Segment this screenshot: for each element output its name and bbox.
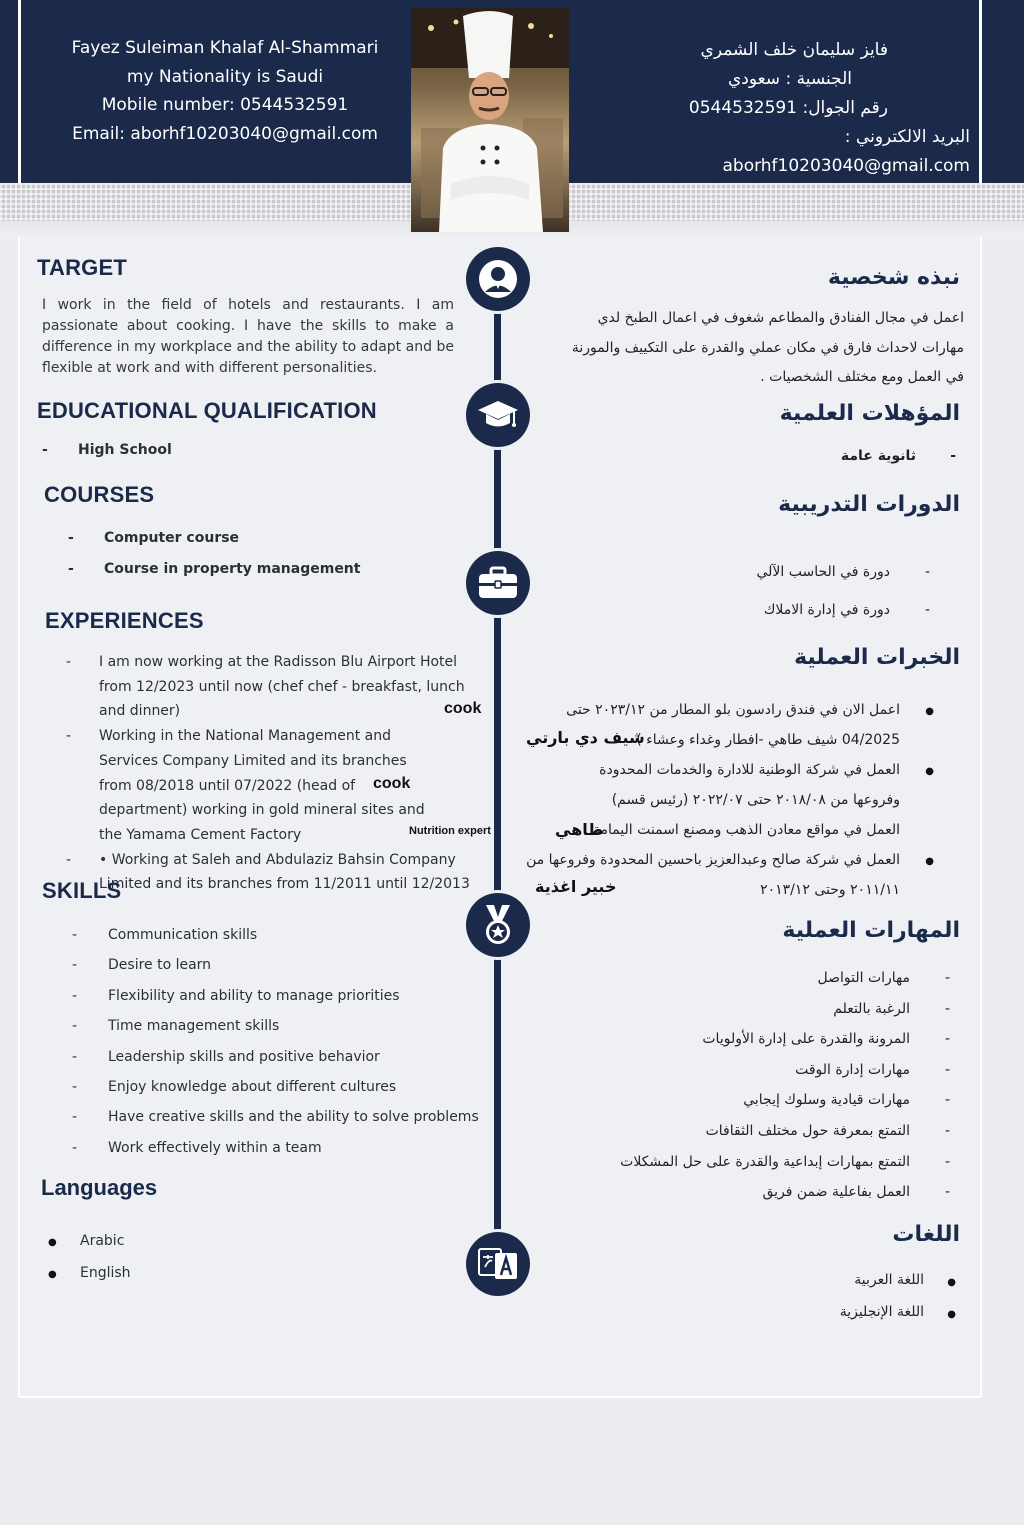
name-en: Fayez Suleiman Khalaf Al-Shammari [71, 38, 379, 58]
contact-arabic [600, 36, 970, 181]
experiences-title-en: EXPERIENCES [45, 608, 204, 633]
experience-role-tag-ar: طاهي [555, 820, 604, 839]
experience-role-tag: cook [373, 775, 411, 792]
contact-english [60, 34, 390, 148]
name-ar: فايز سليمان خلف الشمري [700, 40, 888, 60]
skill-item-en: - Flexibility and ability to manage priorities [72, 981, 479, 1011]
education-item-ar: - ثانوية عامة [756, 448, 956, 464]
skill-item-ar: - مهارات إدارة الوقت [570, 1055, 950, 1086]
skills-title-ar: المهارات العملية [782, 918, 960, 943]
email-en: Email: aborhf10203040@gmail.com [72, 123, 378, 144]
experience-item-en: - I am now working at the Radisson Blu Airport Hotel from 12/2023 until now (chef chef - breakfast, lunch and dinner) [66, 650, 496, 724]
experience-item-ar: ● اعمل الان في فندق رادسون بلو المطار من ٢٠٢٣/١٢ حتى 04/2025 شيف طاهي -افطار وغداء وعشاء ) [510, 695, 960, 755]
skill-item-en: - Leadership skills and positive behavior [72, 1042, 479, 1072]
email-ar: البريد الالكتروني : aborhf10203040@gmail.com [722, 127, 970, 176]
experience-role-tag: Nutrition expert [409, 825, 491, 837]
target-title-ar: نبذه شخصية [827, 265, 960, 290]
target-text-en: I work in the field of hotels and restaurants. I am passionate about cooking. I have the skills to make a difference in my workplace and the ability to adapt and be flexible at work and with different personalities. [42, 297, 454, 376]
nationality-ar: الجنسية : سعودي [727, 69, 852, 89]
skill-item-ar: - مهارات التواصل [570, 963, 950, 994]
experiences-list-ar [510, 695, 960, 905]
skill-item-ar: - الرغبة بالتعلم [570, 994, 950, 1025]
skill-item-ar: - التمتع بمهارات إبداعية والقدرة على حل المشكلات [570, 1147, 950, 1178]
experiences-title-ar: الخبرات العملية [794, 645, 960, 670]
experience-role-tag-ar: شيف دي بارتي [526, 728, 645, 747]
languages-list-ar [756, 1264, 956, 1328]
skills-list-ar [570, 963, 950, 1208]
courses-list-en [68, 523, 360, 585]
education-title-en: EDUCATIONAL QUALIFICATION [37, 398, 377, 423]
skill-item-ar: - مهارات قيادية وسلوك إيجابي [570, 1085, 950, 1116]
education-list-en [42, 442, 172, 458]
mobile-en: Mobile number: 0544532591 [101, 95, 349, 115]
courses-title-ar: الدورات التدريبية [778, 492, 960, 517]
language-item-ar: ● اللغة العربية [756, 1264, 956, 1296]
experience-role-tag: cook [444, 700, 482, 717]
nationality-en: my Nationality is Saudi [126, 66, 324, 87]
node-education [466, 383, 530, 447]
languages-title-ar: اللغات [892, 1222, 960, 1247]
languages-title-en: Languages [41, 1175, 158, 1200]
graduation-cap-icon [476, 398, 520, 432]
languages-list-en [42, 1225, 131, 1289]
course-item-en: - Computer course [68, 523, 360, 554]
skill-item-en: - Work effectively within a team [72, 1133, 479, 1163]
node-target [466, 247, 530, 311]
experience-item-ar: ● العمل في شركة الوطنية للادارة والخدمات المحدودة وفروعها من ٢٠١٨/٠٨ حتى ٢٠٢٢/٠٧ (رئيس قسم) العمل في مواقع معادن الذهب ومصنع اسمنت اليمامة [510, 755, 960, 845]
target-text-ar: اعمل في مجال الفنادق والمطاعم شغوف في اعمال الطبخ لدي مهارات لاحداث فارق في مكان عملي والقدرة على التكييف والمورنة في العمل ومع مختلف الشخصيات . [571, 310, 964, 385]
profile-photo [411, 8, 569, 232]
skill-item-ar: - العمل بفاعلية ضمن فريق [570, 1177, 950, 1208]
language-item-en: ● Arabic [42, 1225, 131, 1257]
skill-item-en: - Have creative skills and the ability to solve problems [72, 1102, 479, 1132]
skills-list-en [72, 920, 479, 1163]
education-item-en: - High School [42, 442, 172, 458]
course-item-ar: - دورة في الحاسب الآلي [630, 553, 930, 591]
translate-icon [477, 1245, 519, 1283]
language-item-en: ● English [42, 1257, 131, 1289]
node-experience [466, 551, 530, 615]
language-item-ar: ● اللغة الإنجليزية [756, 1296, 956, 1328]
skill-item-en: - Enjoy knowledge about different cultures [72, 1072, 479, 1102]
experience-item-en: - Working in the National Management and Services Company Limited and its branches from 08/2018 until 07/2022 (head of department) working in gold mineral sites and the Yamama Cement Factory [66, 724, 496, 848]
mobile-ar: رقم الجوال: 0544532591 [688, 98, 888, 118]
person-icon [478, 259, 518, 299]
node-languages [466, 1232, 530, 1296]
courses-list-ar [630, 553, 930, 629]
medal-icon [480, 903, 516, 947]
education-title-ar: المؤهلات العلمية [779, 401, 960, 426]
experience-item-ar: ● العمل في شركة صالح وعبدالعزيز باحسين المحدودة وفروعها من ٢٠١١/١١ وحتى ٢٠١٣/١٢ [510, 845, 960, 905]
experience-role-tag-ar: خبير اغذية [535, 877, 617, 896]
course-item-en: - Course in property management [68, 554, 360, 585]
skill-item-ar: - التمتع بمعرفة حول مختلف الثقافات [570, 1116, 950, 1147]
course-item-ar: - دورة في إدارة الاملاك [630, 591, 930, 629]
skill-item-en: - Time management skills [72, 1011, 479, 1041]
education-list-ar [756, 448, 956, 464]
skill-item-en: - Communication skills [72, 920, 479, 950]
courses-title-en: COURSES [44, 482, 155, 507]
skill-item-en: - Desire to learn [72, 950, 479, 980]
briefcase-icon [477, 566, 519, 600]
skill-item-ar: - المرونة والقدرة على إدارة الأولويات [570, 1024, 950, 1055]
target-title-en: TARGET [37, 255, 128, 280]
experiences-list-en [66, 650, 496, 897]
skills-title-en: SKILLS [42, 878, 122, 903]
experience-item-en: - • Working at Saleh and Abdulaziz Bahsin Company Limited and its branches from 11/2011 until 12/2013 [66, 848, 496, 897]
